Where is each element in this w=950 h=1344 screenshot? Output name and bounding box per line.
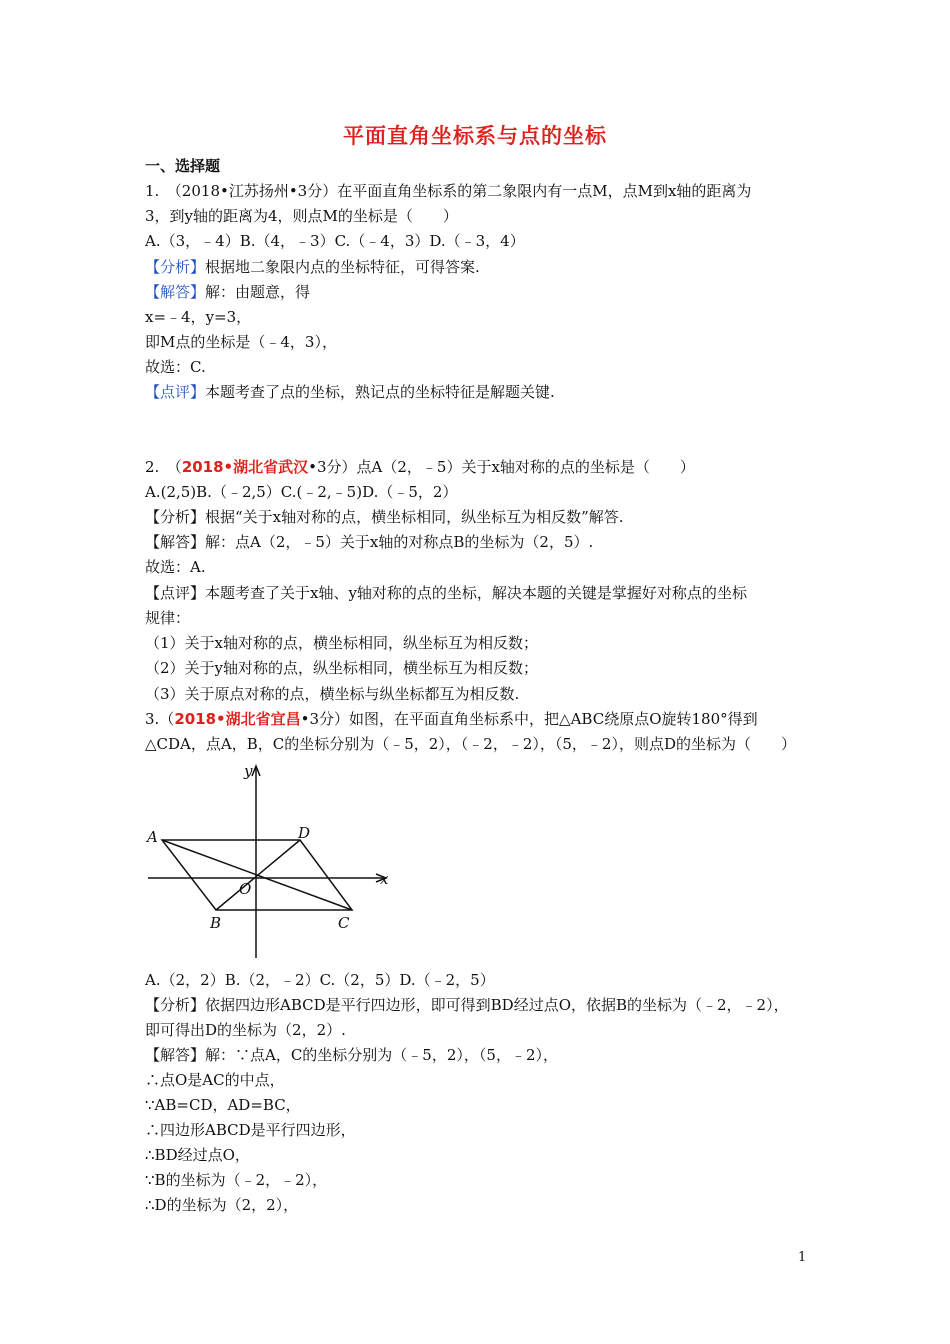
q1-analysis — [145, 256, 480, 278]
q2-rule3: （3）关于原点对称的点，横坐标与纵坐标都互为相反数. — [145, 685, 520, 703]
q2-options: A.(2,5)B.（﹣2,5）C.(﹣2,﹣5)D.（﹣5，2） — [145, 483, 458, 501]
label-b: B — [210, 914, 222, 932]
q3-step2: ∵AB=CD，AD=BC， — [145, 1096, 301, 1114]
q3-step6: ∴D的坐标为（2，2）， — [145, 1196, 299, 1214]
q2-number: 2. （ — [145, 458, 182, 476]
q3-coordinate-figure — [140, 760, 400, 965]
q1-choice: 故选：C. — [145, 358, 206, 376]
q2-rule1: （1）关于x轴对称的点，横坐标相同，纵坐标互为相反数； — [145, 634, 539, 652]
answer-tag: 【解答】 — [145, 283, 206, 301]
page-number: 1 — [798, 1250, 807, 1265]
q3-analysis-line1: 【分析】依据四边形ABCD是平行四边形，即可得到BD经过点O，依据B的坐标为（﹣2，﹣2）， — [145, 996, 789, 1014]
diagonal-bd — [216, 840, 300, 910]
q3-step4: ∴BD经过点O， — [145, 1146, 250, 1164]
review-text: 本题考查了点的坐标，熟记点的坐标特征是解题关键. — [205, 383, 555, 401]
review-tag: 【点评】 — [145, 383, 206, 401]
q2-stem — [145, 456, 695, 478]
answer-text: 解：由题意，得 — [205, 283, 311, 301]
q3-step1: ∴点O是AC的中点， — [145, 1071, 285, 1089]
q3-stem-line1 — [145, 708, 758, 730]
q2-rule2: （2）关于y轴对称的点，纵坐标相同，横坐标互为相反数； — [145, 659, 539, 677]
q3-options: A.（2，2）B.（2，﹣2）C.（2，5）D.（﹣2，5） — [145, 971, 495, 989]
q3-analysis-line2: 即可得出D的坐标为（2，2）. — [145, 1021, 346, 1039]
label-y: y — [244, 762, 253, 780]
q2-stem-text: •3分）点A（2，﹣5）关于x轴对称的点的坐标是（ ） — [308, 458, 695, 476]
analysis-tag: 【分析】 — [145, 258, 206, 276]
label-d: D — [298, 824, 311, 842]
q3-stem-text: •3分）如图，在平面直角坐标系中，把△ABC绕原点O旋转180°得到 — [300, 710, 758, 728]
q3-step3: ∴四边形ABCD是平行四边形， — [145, 1121, 356, 1139]
q2-source: 2018•湖北省武汉 — [181, 458, 309, 476]
q3-source: 2018•湖北省宜昌 — [174, 710, 301, 728]
q1-answer — [145, 281, 310, 303]
label-x: x — [380, 870, 389, 888]
q3-number: 3.（ — [145, 710, 175, 728]
q1-options: A.（3，﹣4）B.（4，﹣3）C.（﹣4，3）D.（﹣3，4） — [145, 232, 525, 250]
q1-stem-line2: 3，到y轴的距离为4，则点M的坐标是（ ） — [145, 207, 458, 225]
analysis-text: 根据地二象限内点的坐标特征，可得答案. — [205, 258, 480, 276]
q3-step5: ∵B的坐标为（﹣2，﹣2）， — [145, 1171, 328, 1189]
label-a: A — [147, 828, 158, 846]
q3-stem-line2: △CDA，点A，B，C的坐标分别为（﹣5，2），（﹣2，﹣2），（5，﹣2），则点D的坐标为（ ） — [145, 735, 796, 753]
q2-review-line2: 规律： — [145, 609, 191, 627]
q1-review — [145, 381, 555, 403]
q2-review-line1: 【点评】本题考查了关于x轴、y轴对称的点的坐标，解决本题的关键是掌握好对称点的坐标 — [145, 584, 747, 602]
q2-answer: 【解答】解：点A（2，﹣5）关于x轴的对称点B的坐标为（2，5）. — [145, 533, 594, 551]
q2-analysis: 【分析】根据“关于x轴对称的点，横坐标相同，纵坐标互为相反数”解答. — [145, 508, 624, 526]
page-title: 平面直角坐标系与点的坐标 — [343, 124, 607, 148]
q3-answer: 【解答】解：∵点A，C的坐标分别为（﹣5，2），（5，﹣2）， — [145, 1046, 558, 1064]
q1-solution-line1: x=﹣4，y=3， — [145, 308, 252, 326]
label-c: C — [338, 914, 350, 932]
section-heading: 一、选择题 — [145, 157, 221, 175]
q2-choice: 故选：A. — [145, 558, 206, 576]
label-o: O — [239, 880, 252, 898]
q1-stem-line1: 1. （2018•江苏扬州•3分）在平面直角坐标系的第二象限内有一点M，点M到x轴的距离为 — [145, 182, 752, 200]
q1-solution-line2: 即M点的坐标是（﹣4，3）， — [145, 333, 337, 351]
